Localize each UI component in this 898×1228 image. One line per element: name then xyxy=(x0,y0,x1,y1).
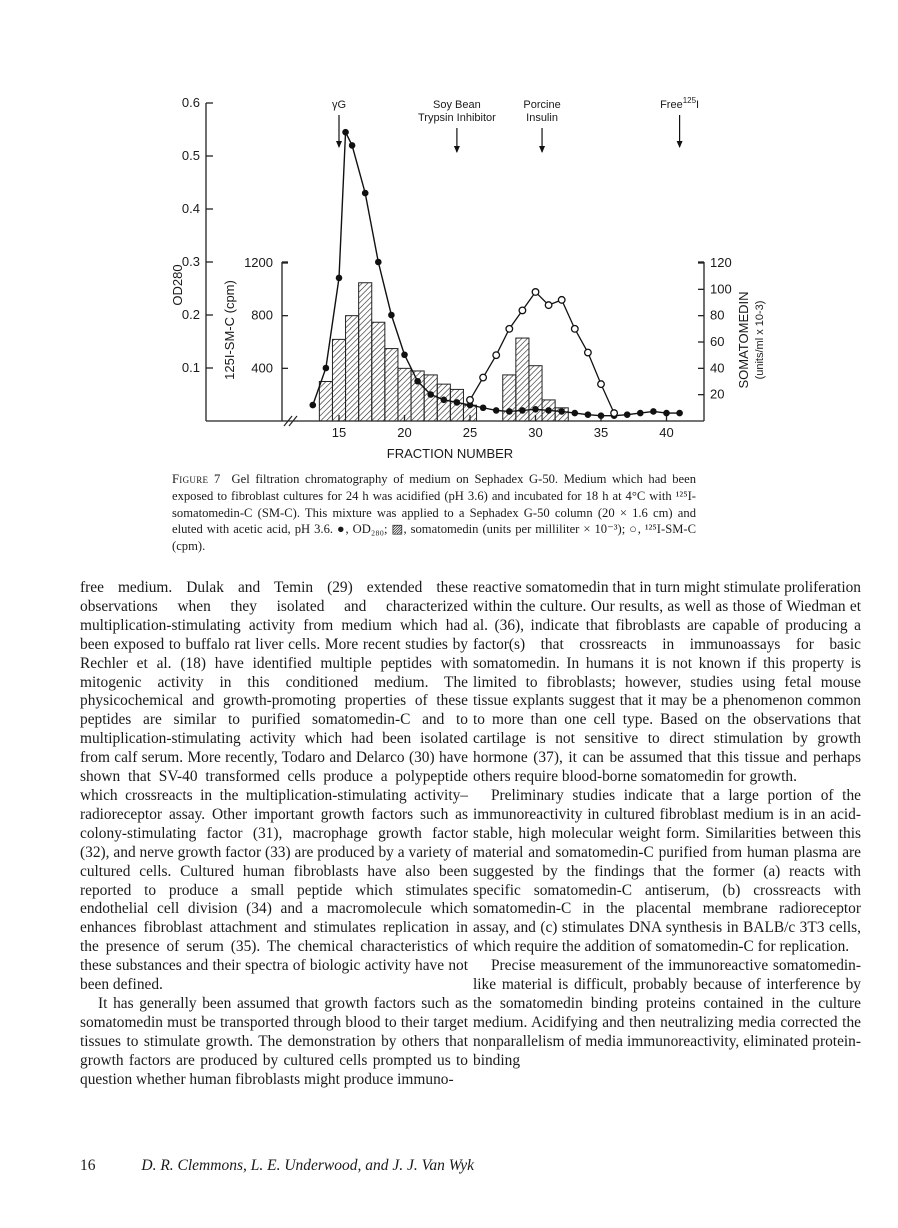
figure-7 xyxy=(0,0,898,470)
paragraph: free medium. Dulak and Temin (29) extended these observations when they isolated and characterized multiplication-stimulating activity from medium which had been exposed to buffalo rat liver cells. More recent studies by Rechler et al. (18) have identified multiple peptides with mitogenic activity in this conditioned medium. The physicochemical and growth-promoting properties of these peptides are similar to purified somatomedin-C and to multiplication-stimulating activity which had been isolated from calf serum. More recently, Todaro and Delarco (30) have shown that SV-40 transformed cells produce a polypeptide which crossreacts in the multiplication-stimulating activity–radioreceptor assay. Other important growth factors such as colony-stimulating factor (31), macrophage growth factor (32), and nerve growth factor (33) are produced by a variety of cultured cells. Cultured human fibroblasts have also been reported to produce a small peptide which stimulates endothelial cell division (34) and a macromolecule which enhances fibroblast attachment and stimulates replication in the presence of serum (35). The chemical characteristics of these substances and their spectra of biologic activity have not been defined. xyxy=(80,579,468,994)
od-axis-title: OD280 xyxy=(170,264,185,306)
annotation-label-line2: Insulin xyxy=(526,112,558,124)
annotation-arrowhead xyxy=(336,141,342,148)
annotation-arrowhead xyxy=(454,146,460,153)
annotation-tail: I xyxy=(696,99,700,111)
od280-point xyxy=(519,407,526,414)
od280-point xyxy=(637,410,644,417)
somatomedin-bar xyxy=(346,316,359,421)
paragraph: Preliminary studies indicate that a large portion of the immunoreactivity in cultured fibroblast medium is in an acid-stable, high molecular weight form. Similarities between this material and somatomedin-C purified from human plasma are suggested by the findings that the former (a) reacts with specific somatomedin-C antiserum, (b) crossreacts with somatomedin-C in the placental membrane radioreceptor assay, and (c) stimulates DNA synthesis in BALB/c 3T3 cells, which require the addition of somatomedin-C for replication. xyxy=(473,786,861,956)
od280-point xyxy=(427,391,434,398)
left-column xyxy=(80,579,468,1089)
authors: D. R. Clemmons, L. E. Underwood, and J. J. Van Wyk xyxy=(141,1157,475,1174)
od-tick-label: 0.1 xyxy=(181,360,200,375)
somatomedin-bar xyxy=(529,366,542,421)
page-footer xyxy=(80,1157,474,1175)
caption-text: Gel filtration chromatography of medium on Sephadex G-50. Medium which had been exposed to fibroblast cultures for 24 h was acidified (pH 3.6) and incubated for 18 h at 4°C with ¹²⁵I-somatomedin-C (SM-C). This mixture was applied to a Sephadex G-50 column (20 × 1.6 cm) and eluted with acetic acid, pH 3.6. ●, OD₂₈₀; ▨, somatomedin (units per milliliter × 10⁻³); ○, ¹²⁵I-SM-C (cpm). xyxy=(172,472,697,554)
od280-point xyxy=(310,402,317,409)
x-tick-label: 20 xyxy=(397,425,412,440)
od280-point xyxy=(532,406,539,413)
sm-tick-label: 120 xyxy=(710,255,732,270)
annotation-sup: 125 xyxy=(682,96,697,105)
right-column xyxy=(473,579,861,1071)
od280-point xyxy=(388,312,395,319)
somatomedin-bar xyxy=(319,382,332,422)
annotation-label: Soy Bean xyxy=(433,99,481,111)
od-tick-label: 0.5 xyxy=(181,148,200,163)
cpm-point xyxy=(598,381,605,388)
cpm-point xyxy=(545,302,552,309)
od280-point xyxy=(375,259,382,266)
cpm-tick-label: 1200 xyxy=(244,255,273,270)
od280-point xyxy=(454,399,461,406)
x-axis-title: FRACTION NUMBER xyxy=(386,446,514,461)
cpm-point xyxy=(519,307,526,314)
annotation-label: γG xyxy=(331,99,347,111)
od280-point xyxy=(545,407,552,414)
annotation-arrowhead xyxy=(539,146,545,153)
od280-point xyxy=(493,407,500,414)
cpm-tick-label: 800 xyxy=(251,307,273,323)
od-tick-label: 0.2 xyxy=(181,307,200,322)
x-tick-label: 30 xyxy=(528,425,543,440)
paragraph: reactive somatomedin that in turn might stimulate proliferation within the culture. Our results, as well as those of Wiedman et al. (36), indicate that fibroblasts are capable of producing a factor(s) that crossreacts in immunoassays for basic somatomedin. In humans it is not known if this property is limited to fibroblasts; however, studies using fetal mouse tissue explants suggest that it may be a phenomenon common to more than one cell type. Based on the observations that cartilage is not sensitive to direct stimulation by growth hormone (37), it can be assumed that this tissue and perhaps others require blood-borne somatomedin for growth. xyxy=(473,579,861,786)
cpm-point xyxy=(558,297,565,304)
annotation-label: Porcine xyxy=(523,99,561,111)
od280-point xyxy=(558,408,565,415)
annotation-label-line2: Trypsin Inhibitor xyxy=(417,112,496,124)
cpm-point xyxy=(480,374,487,381)
od280-point xyxy=(506,408,513,415)
od280-point xyxy=(342,129,349,136)
cpm-tick-label: 400 xyxy=(251,360,273,376)
somatomedin-bar xyxy=(385,349,398,421)
od280-point xyxy=(414,378,421,385)
x-tick-label: 25 xyxy=(462,425,478,440)
somatomedin-bar xyxy=(398,368,411,421)
od280-point xyxy=(349,142,356,149)
cpm-point xyxy=(572,326,579,333)
od280-point xyxy=(572,410,579,417)
od280-point xyxy=(362,190,369,197)
od280-point xyxy=(624,411,631,418)
paragraph: Precise measurement of the immunoreactive somatomedin-like material is difficult, probably because of interference by the somatomedin binding proteins contained in the culture medium. Acidifying and then neutralizing media corrected the nonparallelism of media immunoreactivity, eliminated protein-binding xyxy=(473,957,861,1069)
page-number: 16 xyxy=(80,1157,96,1174)
od280-point xyxy=(676,410,683,417)
od-tick-label: 0.4 xyxy=(181,201,200,216)
annotation-label: Free$^{125}$I xyxy=(660,96,700,111)
od280-point xyxy=(650,408,657,415)
od280-point xyxy=(480,404,487,411)
paragraph: It has generally been assumed that growth factors such as somatomedin must be transported through blood to their target tissues to stimulate growth. The demonstration by others that growth factors are produced by cultured cells prompted us to question whether human fibroblasts might produce immuno- xyxy=(80,994,468,1088)
somatomedin-bar xyxy=(372,322,385,421)
cpm-point xyxy=(493,352,500,359)
od280-point xyxy=(441,397,448,404)
od280-point xyxy=(336,275,343,282)
figure-caption xyxy=(172,471,696,555)
cpm-point xyxy=(585,349,592,356)
somatomedin-bar xyxy=(424,375,437,421)
od280-point xyxy=(401,351,408,358)
sm-tick-label: 100 xyxy=(710,281,732,297)
od-tick-label: 0.6 xyxy=(181,95,200,110)
sm-axis-subtitle: (units/ml x 10-3) xyxy=(754,300,766,380)
od280-point xyxy=(323,365,330,372)
cpm-point xyxy=(506,326,513,333)
x-tick-label: 35 xyxy=(593,425,609,440)
somatomedin-bar xyxy=(332,339,345,421)
caption-label: Figure xyxy=(172,472,209,486)
od280-point xyxy=(585,411,592,418)
annotation-arrowhead xyxy=(677,141,683,148)
sm-tick-label: 20 xyxy=(710,386,725,402)
somatomedin-bar xyxy=(359,283,372,421)
caption-number: 7 xyxy=(213,472,221,486)
chromatography-chart xyxy=(0,0,898,470)
cpm-point xyxy=(611,410,618,417)
od280-point xyxy=(663,410,670,417)
x-tick-label: 40 xyxy=(659,425,674,440)
od280-point xyxy=(598,412,605,419)
cpm-point xyxy=(467,397,474,404)
cpm-axis-title: 125I-SM-C (cpm) xyxy=(222,280,237,380)
sm-tick-label: 80 xyxy=(710,307,725,323)
sm-tick-label: 60 xyxy=(710,334,725,349)
cpm-point xyxy=(532,289,539,296)
sm-axis-title: SOMATOMEDIN xyxy=(736,291,751,389)
x-tick-label: 15 xyxy=(331,425,347,440)
sm-tick-label: 40 xyxy=(710,360,725,376)
od-tick-label: 0.3 xyxy=(181,254,200,269)
